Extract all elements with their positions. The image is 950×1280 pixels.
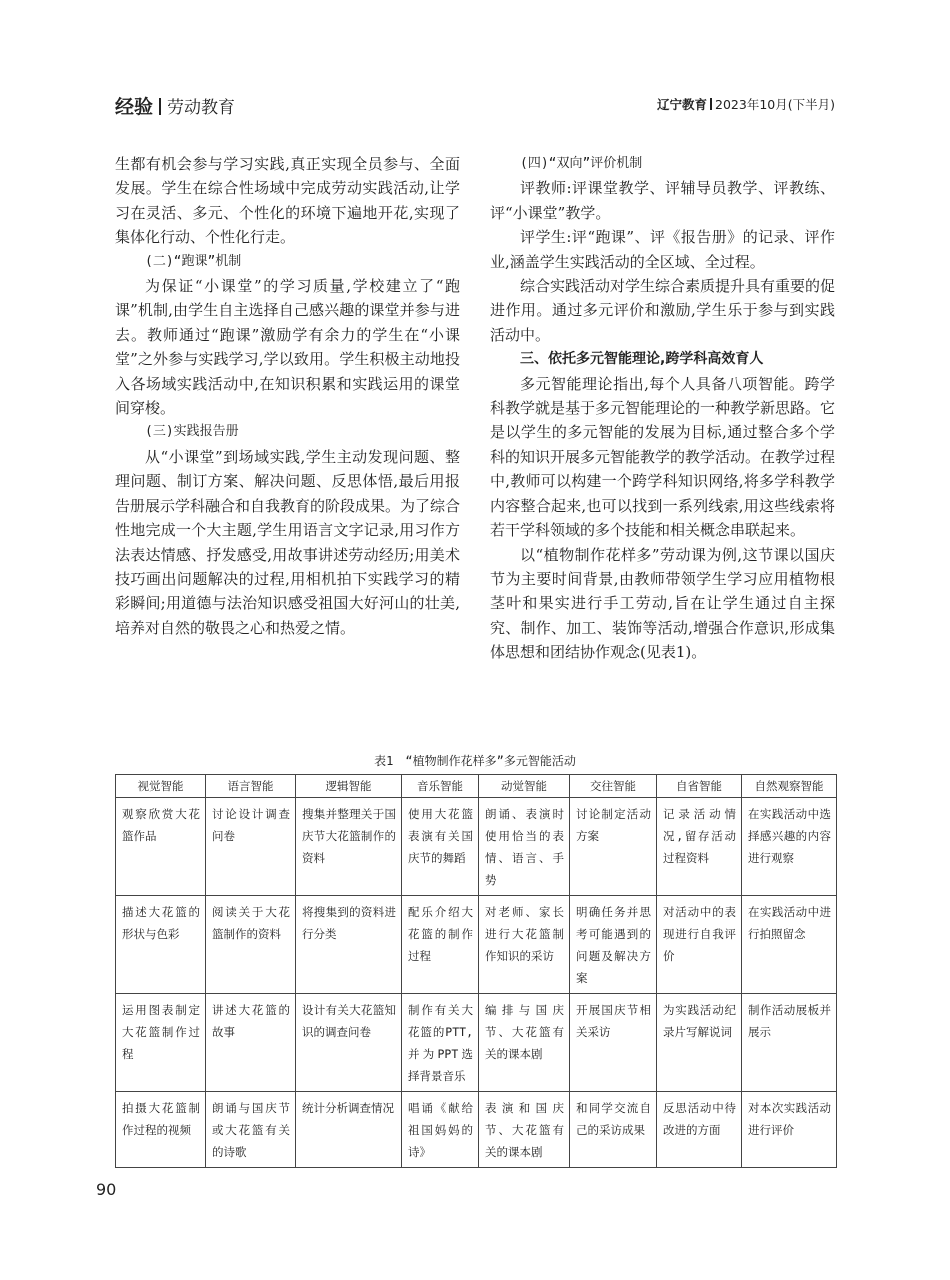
table-cell: 设计有关大花篮知识的调查问卷 — [296, 994, 402, 1092]
table-cell: 制作有关大花篮的PTT,并为PPT选择背景音乐 — [402, 994, 479, 1092]
table-cell: 在实践活动中选择感兴趣的内容进行观察 — [742, 798, 837, 896]
header-divider — [159, 98, 161, 115]
table-title: “植物制作花样多”多元智能活动 — [405, 754, 576, 768]
page-number: 90 — [96, 1180, 117, 1199]
activity-table — [115, 774, 837, 1168]
paragraph: 综合实践活动对学生综合素质提升具有重要的促进作用。通过多元评价和激励,学生乐于参与到实践活动中。 — [490, 277, 836, 344]
table-cell: 使用大花篮表演有关国庆节的舞蹈 — [402, 798, 479, 896]
table-cell: 对活动中的表现进行自我评价 — [657, 896, 742, 994]
table-cell: 在实践活动中进行拍照留念 — [742, 896, 837, 994]
table-cell: 表演和国庆节、大花篮有关的课本剧 — [479, 1092, 570, 1168]
table-cell: 和同学交流自己的采访成果 — [570, 1092, 657, 1168]
header-magazine: 辽宁教育 — [657, 97, 708, 112]
table-row — [116, 896, 837, 994]
table-cell: 唱诵《献给祖国妈妈的诗》 — [402, 1092, 479, 1168]
table-cell: 将搜集到的资料进行分类 — [296, 896, 402, 994]
table-label: 表1 — [374, 754, 394, 768]
table-cell: 搜集并整理关于国庆节大花篮制作的资料 — [296, 798, 402, 896]
subsection-heading: (三)实践报告册 — [145, 424, 239, 440]
header-column-title — [115, 92, 235, 119]
subsection-heading: (四)“双向”评价机制 — [520, 156, 643, 171]
header-issue: 2023年10月(下半月) — [715, 97, 835, 112]
table-cell: 开展国庆节相关采访 — [570, 994, 657, 1092]
paragraph: 评学生:评“跑课”、评《报告册》的记录、评作业,涵盖学生实践活动的全区域、全过程。 — [490, 228, 835, 271]
table-cell: 配乐介绍大花篮的制作过程 — [402, 896, 479, 994]
right-column — [490, 152, 835, 665]
paragraph: 以“植物制作花样多”劳动课为例,这节课以国庆节为主要时间背景,由教师带领学生学习应用植物根茎叶和果实进行手工劳动,旨在让学生通过自主探究、制作、加工、装饰等活动,增强合作意识,形成集体思想和团结协作观念(见表1)。 — [490, 545, 835, 662]
left-column — [115, 152, 460, 640]
column-header: 音乐智能 — [402, 775, 479, 798]
table-cell: 讨论制定活动方案 — [570, 798, 657, 896]
header-brand: 经验 — [115, 96, 154, 118]
column-header: 逻辑智能 — [296, 775, 402, 798]
table-cell: 朗诵、表演时使用恰当的表情、语言、手势 — [479, 798, 570, 896]
table-cell: 讨论设计调查问卷 — [206, 798, 296, 896]
table-cell: 对本次实践活动进行评价 — [742, 1092, 837, 1168]
paragraph: 为保证“小课堂”的学习质量,学校建立了“跑课”机制,由学生自主选择自己感兴趣的课堂并参与进去。教师通过“跑课”激励学有余力的学生在“小课堂”之外参与实践学习,学以致用。学生积极主动地投入各场域实践活动中,在知识积累和实践运用的课堂间穿梭。 — [115, 277, 460, 418]
column-header: 自然观察智能 — [742, 775, 837, 798]
subsection-heading: (二)“跑课”机制 — [145, 253, 242, 269]
page-header — [115, 92, 835, 118]
table-cell: 对老师、家长进行大花篮制作知识的采访 — [479, 896, 570, 994]
header-publication — [657, 95, 835, 113]
table-cell: 统计分析调查情况 — [296, 1092, 402, 1168]
column-header: 语言智能 — [206, 775, 296, 798]
table-cell: 朗诵与国庆节或大花篮有关的诗歌 — [206, 1092, 296, 1168]
table-cell: 讲述大花篮的故事 — [206, 994, 296, 1092]
table-cell: 为实践活动纪录片写解说词 — [657, 994, 742, 1092]
table-cell: 运用图表制定大花篮制作过程 — [116, 994, 206, 1092]
table-row — [116, 798, 837, 896]
column-header: 动觉智能 — [479, 775, 570, 798]
table-row — [116, 994, 837, 1092]
table-cell: 记录活动情况,留存活动过程资料 — [657, 798, 742, 896]
table-cell: 反思活动中待改进的方面 — [657, 1092, 742, 1168]
column-header: 交往智能 — [570, 775, 657, 798]
table-cell: 制作活动展板并展示 — [742, 994, 837, 1092]
paragraph: 评教师:评课堂教学、评辅导员教学、评教练、评“小课堂”教学。 — [490, 179, 835, 222]
table-cell: 明确任务并思考可能遇到的问题及解决方案 — [570, 896, 657, 994]
table-cell: 编排与国庆节、大花篮有关的课本剧 — [479, 994, 570, 1092]
header-section: 劳动教育 — [167, 98, 236, 118]
paragraph: 多元智能理论指出,每个人具备八项智能。跨学科教学就是基于多元智能理论的一种教学新思路。它是以学生的多元智能的发展为目标,通过整合多个学科的知识开展多元智能教学的教学活动。在教学过程中,教师可以构建一个跨学科知识网络,将多学科教学内容整合起来,也可以找到一系列线索,用这些线索将若干学科领域的多个技能和相关概念串联起来。 — [490, 374, 836, 540]
paragraph: 生都有机会参与学习实践,真正实现全员参与、全面发展。学生在综合性场域中完成劳动实践活动,让学习在灵活、多元、个性化的环境下遍地开花,实现了集体化行动、个性化行走。 — [115, 155, 460, 247]
table-cell: 拍摄大花篮制作过程的视频 — [116, 1092, 206, 1168]
table-row — [116, 1092, 837, 1168]
paragraph: 从“小课堂”到场域实践,学生主动发现问题、整理问题、制订方案、解决问题、反思体悟,最后用报告册展示学科融合和自我教育的阶段成果。为了综合性地完成一个大主题,学生用语言文字记录,用习作方法表达情感、抒发感受,用故事讲述劳动经历;用美术技巧画出问题解决的过程,用相机拍下实践学习的精彩瞬间;用道德与法治知识感受祖国大好河山的壮美,培养对自然的敬畏之心和热爱之情。 — [115, 447, 461, 637]
column-header: 视觉智能 — [116, 775, 206, 798]
section-heading: 三、依托多元智能理论,跨学科高效育人 — [520, 351, 764, 368]
table-caption — [115, 752, 835, 769]
table-header-row — [116, 775, 837, 798]
table-cell: 观察欣赏大花篮作品 — [116, 798, 206, 896]
table-cell: 描述大花篮的形状与色彩 — [116, 896, 206, 994]
column-header: 自省智能 — [657, 775, 742, 798]
header-divider-2 — [710, 98, 712, 110]
table-cell: 阅读关于大花篮制作的资料 — [206, 896, 296, 994]
